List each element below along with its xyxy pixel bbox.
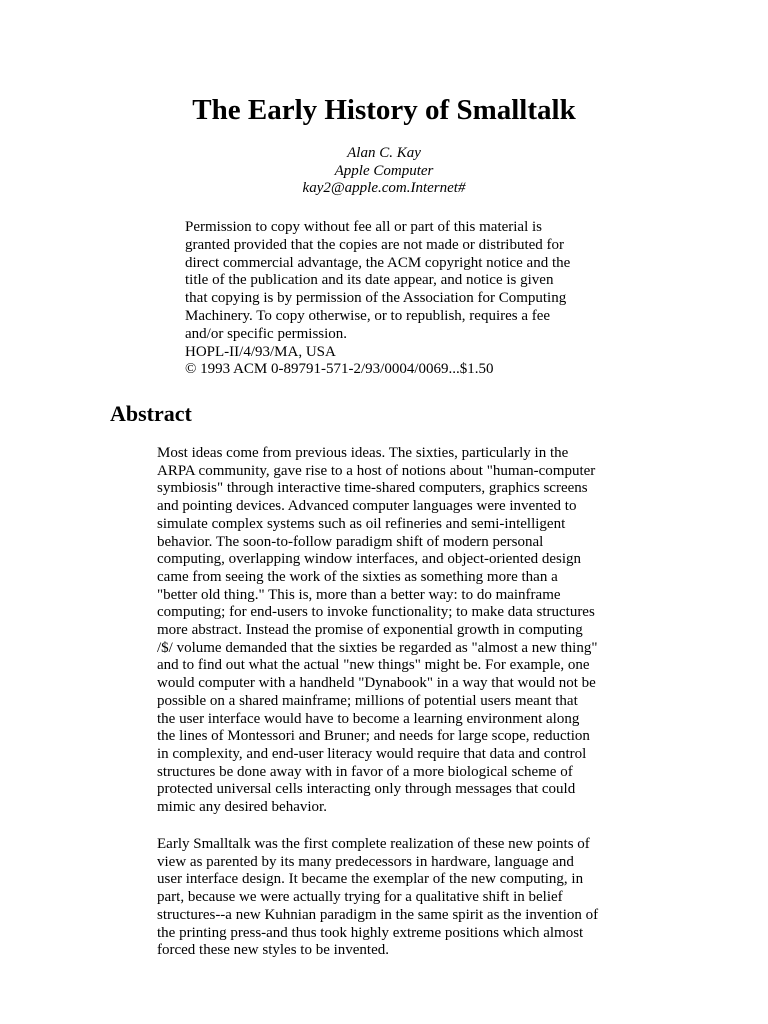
- author-block: [0, 145, 768, 198]
- paragraph-line: Early Smalltalk was the first complete realization of these new points of: [157, 836, 590, 852]
- paragraph-line: protected universal cells interacting only through messages that could: [157, 781, 576, 798]
- author-affiliation: Apple Computer: [334, 162, 434, 179]
- paragraph-line: /$/ volume demanded that the sixties be regarded as "almost a new thing": [157, 639, 598, 656]
- paragraph-line: behavior. The soon-to-follow paradigm shift of modern personal: [157, 533, 544, 550]
- abstract-heading: Abstract: [110, 401, 192, 426]
- paragraph-line: and pointing devices. Advanced computer languages were invented to: [157, 498, 577, 515]
- conference-line: HOPL-II/4/93/MA, USA: [185, 343, 336, 360]
- paragraph-line: part, because we were actually trying for a qualitative shift in belief: [157, 889, 563, 906]
- paragraph-line: simulate complex systems such as oil refineries and semi-intelligent: [157, 515, 566, 532]
- abstract-paragraph-2: [157, 836, 617, 960]
- paragraph-line: came from seeing the work of the sixties as something more than a: [157, 568, 558, 585]
- paragraph-line: more abstract. Instead the promise of exponential growth in computing: [157, 622, 583, 639]
- paragraph-line: in complexity, and end-user literacy would require that data and control: [157, 745, 587, 762]
- permission-line: and/or specific permission.: [185, 325, 348, 342]
- copyright-line: © 1993 ACM 0-89791-571-2/93/0004/0069...$1.50: [185, 361, 494, 378]
- paragraph-line: and to find out what the actual "new things" might be. For example, one: [157, 657, 590, 674]
- abstract-paragraph-1: [157, 445, 617, 817]
- paragraph-line: the user interface would have to become a learning environment along: [157, 710, 580, 727]
- paragraph-line: mimic any desired behavior.: [157, 799, 327, 816]
- paragraph-line: structures be done away with in favor of a more biological scheme of: [157, 763, 573, 780]
- paragraph-line: would computer with a handheld "Dynabook" in a way that would not be: [157, 675, 596, 692]
- paragraph-line: symbiosis" through interactive time-shared computers, graphics screens: [157, 480, 588, 497]
- permission-line: title of the publication and its date appear, and notice is given: [185, 272, 554, 289]
- permission-line: Machinery. To copy otherwise, or to republish, requires a fee: [185, 307, 551, 324]
- paragraph-line: possible on a shared mainframe; millions of potential users meant that: [157, 692, 578, 709]
- paragraph-line: the lines of Montessori and Bruner; and needs for large scope, reduction: [157, 728, 590, 745]
- permission-line: that copying is by permission of the Association for Computing: [185, 290, 567, 307]
- paragraph-line: ARPA community, gave rise to a host of notions about "human-computer: [157, 462, 596, 479]
- permission-line: Permission to copy without fee all or part of this material is: [185, 219, 543, 235]
- paragraph-line: user interface design. It became the exemplar of the new computing, in: [157, 871, 584, 888]
- author-name: Alan C. Kay: [347, 145, 421, 161]
- paragraph-line: structures--a new Kuhnian paradigm in the same spirit as the invention of: [157, 906, 599, 923]
- page-title: The Early History of Smalltalk: [192, 94, 576, 126]
- paragraph-line: computing, overlapping window interfaces, and object-oriented design: [157, 551, 582, 568]
- permission-line: direct commercial advantage, the ACM copyright notice and the: [185, 254, 571, 271]
- permission-line: granted provided that the copies are not made or distributed for: [185, 236, 565, 253]
- paragraph-line: the printing press-and thus took highly extreme positions which almost: [157, 924, 584, 941]
- paragraph-line: view as parented by its many predecessors in hardware, language and: [157, 853, 574, 870]
- permission-notice: [185, 219, 605, 379]
- paragraph-line: computing; for end-users to invoke functionality; to make data structures: [157, 604, 595, 621]
- paragraph-line: Most ideas come from previous ideas. The sixties, particularly in the: [157, 445, 569, 461]
- paragraph-line: forced these new styles to be invented.: [157, 942, 390, 959]
- author-email: kay2@apple.com.Internet#: [302, 180, 466, 196]
- paragraph-line: "better old thing." This is, more than a better way: to do mainframe: [157, 586, 561, 603]
